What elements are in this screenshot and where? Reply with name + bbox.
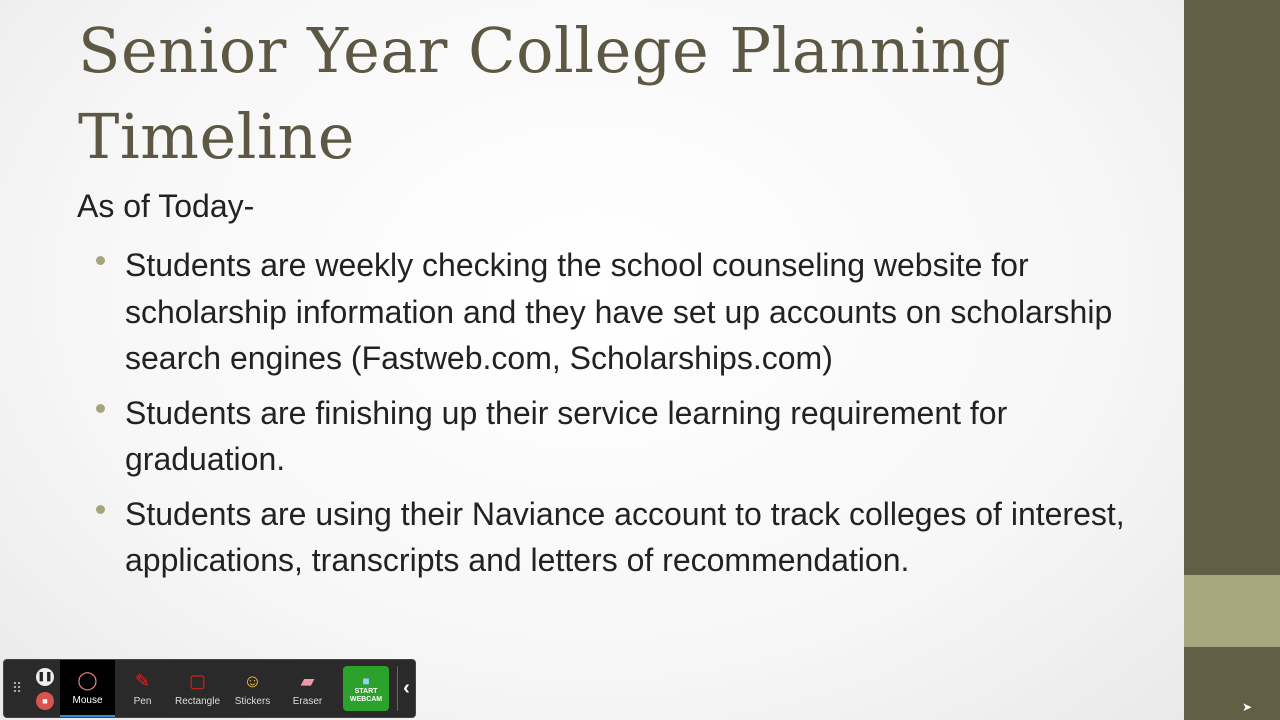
tool-eraser[interactable] [280,660,335,717]
list-item [96,491,1156,584]
tool-label: Stickers [234,696,271,707]
tool-stickers[interactable] [225,660,280,717]
sticker-icon: ☺ [243,671,262,691]
mouse-cursor-icon: ◯ [77,670,98,690]
webcam-label: START WEBCAM [349,687,383,703]
webcam-icon: ■ [362,673,370,688]
drag-handle-icon[interactable]: ⠿ [11,680,23,696]
tool-rectangle[interactable] [170,660,225,717]
bullet-list [96,242,1156,592]
bullet-icon [96,404,105,413]
bullet-icon [96,256,105,265]
slide-subtitle: As of Today- [77,188,255,224]
eraser-icon: ▰ [300,671,315,691]
list-item [96,390,1156,483]
bullet-text: Students are using their Naviance account to track colleges of interest, applications, transcripts and letters of recommendation. [125,495,1125,578]
tool-label: Rectangle [174,696,221,707]
rectangle-icon: ▢ [188,671,206,691]
pause-button[interactable]: ❚❚ [36,668,54,686]
start-webcam-button[interactable] [343,666,389,711]
chevron-left-icon: ‹ [403,677,410,699]
slide-title: Senior Year College Planning Timeline [78,14,1012,173]
pen-icon: ✎ [134,671,151,691]
tool-mouse[interactable] [60,660,115,717]
tool-pen[interactable] [115,660,170,717]
decorative-band-accent [1184,575,1280,647]
annotation-toolbar [3,659,416,718]
bullet-icon [96,505,105,514]
bullet-text: Students are weekly checking the school counseling website for scholarship information and they have set up accounts on scholarship search engines (Fastweb.com, Scholarships.com) [125,247,1113,376]
list-item [96,242,1156,382]
tool-label: Mouse [72,695,103,706]
stop-button[interactable]: ■ [36,692,54,710]
collapse-toolbar-button[interactable] [398,660,415,717]
tool-label: Pen [133,696,152,707]
mouse-cursor-icon: ➤ [1242,700,1253,714]
tool-label: Eraser [292,696,323,707]
bullet-text: Students are finishing up their service learning requirement for graduation. [125,394,1008,477]
